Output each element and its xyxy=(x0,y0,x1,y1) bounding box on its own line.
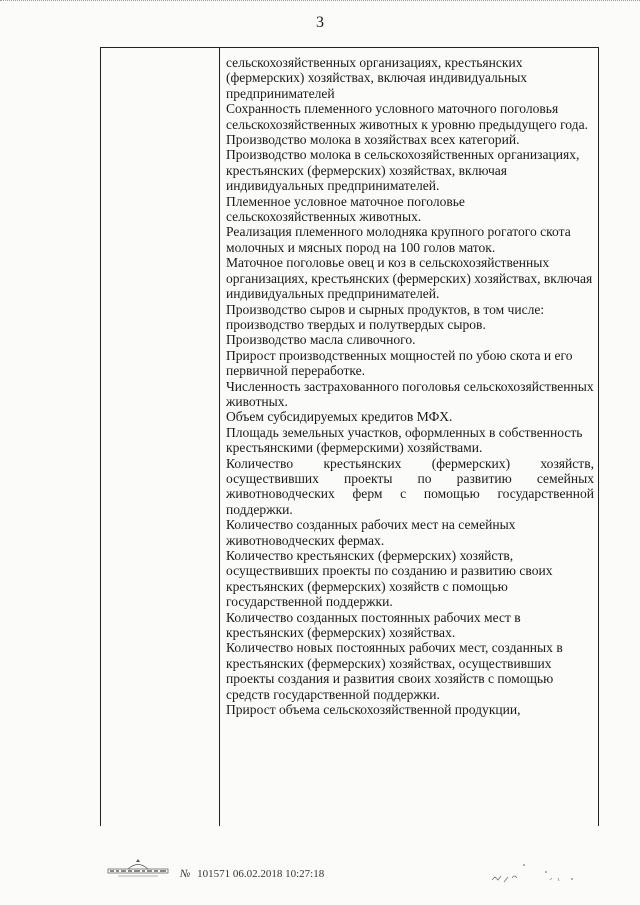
document-id: 101571 xyxy=(197,868,231,880)
registration-datetime: 06.02.2018 10:27:18 xyxy=(232,868,325,880)
indicators-column xyxy=(226,55,594,717)
indicator-text: Количество крестьянских (фермерских) хозяйств, осуществивших проекты по созданию и развитию своих крестьянских (фермерских) хозяйств с помощью государственной поддержки. xyxy=(226,548,553,610)
indicator-text: Количество созданных рабочих мест на семейных животноводческих фермах. xyxy=(226,517,516,548)
indicator-text: Сохранность племенного условного маточного поголовья сельскохозяйственных животных к уровню предыдущего года. xyxy=(226,101,588,132)
indicator-text: Производство сыров и сырных продуктов, в том числе: производство твердых и полутвердых сыров. xyxy=(226,301,545,332)
indicator-text: Племенное условное маточное поголовье сельскохозяйственных животных. xyxy=(226,193,465,225)
indicator-text: Маточное поголовье овец и коз в сельскохозяйственных организациях, крестьянских (фермерских) хозяйствах, включая индивидуальных предпринимателей. xyxy=(226,255,593,302)
handwritten-mark-icon xyxy=(488,860,578,890)
scan-edge xyxy=(0,0,640,7)
indicator-text: Производство молока в хозяйствах всех категорий. xyxy=(226,132,520,148)
indicator-text: Численность застрахованного поголовья сельскохозяйственных животных. xyxy=(226,378,594,409)
page-number: 3 xyxy=(316,14,324,31)
indicator-text: Прирост объема сельскохозяйственной продукции, xyxy=(226,702,521,718)
indicator-text: Реализация племенного молодняка крупного рогатого скота молочных и мясных пород на 100 голов маток. xyxy=(226,224,571,255)
indicator-text: Производство масла сливочного. xyxy=(226,332,416,348)
column-divider xyxy=(219,48,220,826)
indicator-text: Количество новых постоянных рабочих мест, созданных в крестьянских (фермерских) хозяйствах, осуществивших проекты создания и развития своих хозяйств с помощью средств государственной поддержки. xyxy=(226,640,563,702)
indicator-text: Объем субсидируемых кредитов МФХ. xyxy=(226,409,453,425)
registry-stamp-icon xyxy=(106,859,170,879)
indicator-text: Количество созданных постоянных рабочих мест в крестьянских (фермерских) хозяйствах. xyxy=(226,609,521,641)
indicator-text: Количество крестьянских (фермерских) хозяйств, осуществивших проекты по развитию семейных животноводческих ферм с помощью государственной поддержки. xyxy=(226,455,594,517)
indicator-text: Прирост производственных мощностей по убою скота и его первичной переработке. xyxy=(226,347,573,379)
indicator-text: Производство молока в сельскохозяйственных организациях, крестьянских (фермерских) хозяйствах, включая индивидуальных предпринимателей. xyxy=(226,147,580,194)
indicator-text: сельскохозяйственных организациях, крестьянских (фермерских) хозяйствах, включая индивидуальных предпринимателей xyxy=(226,55,528,101)
indicator-text: Площадь земельных участков, оформленных в собственность крестьянскими (фермерскими) хозяйствами. xyxy=(226,424,583,456)
document-registration xyxy=(180,868,324,880)
content-table xyxy=(100,47,599,826)
number-sign: № xyxy=(180,868,191,880)
